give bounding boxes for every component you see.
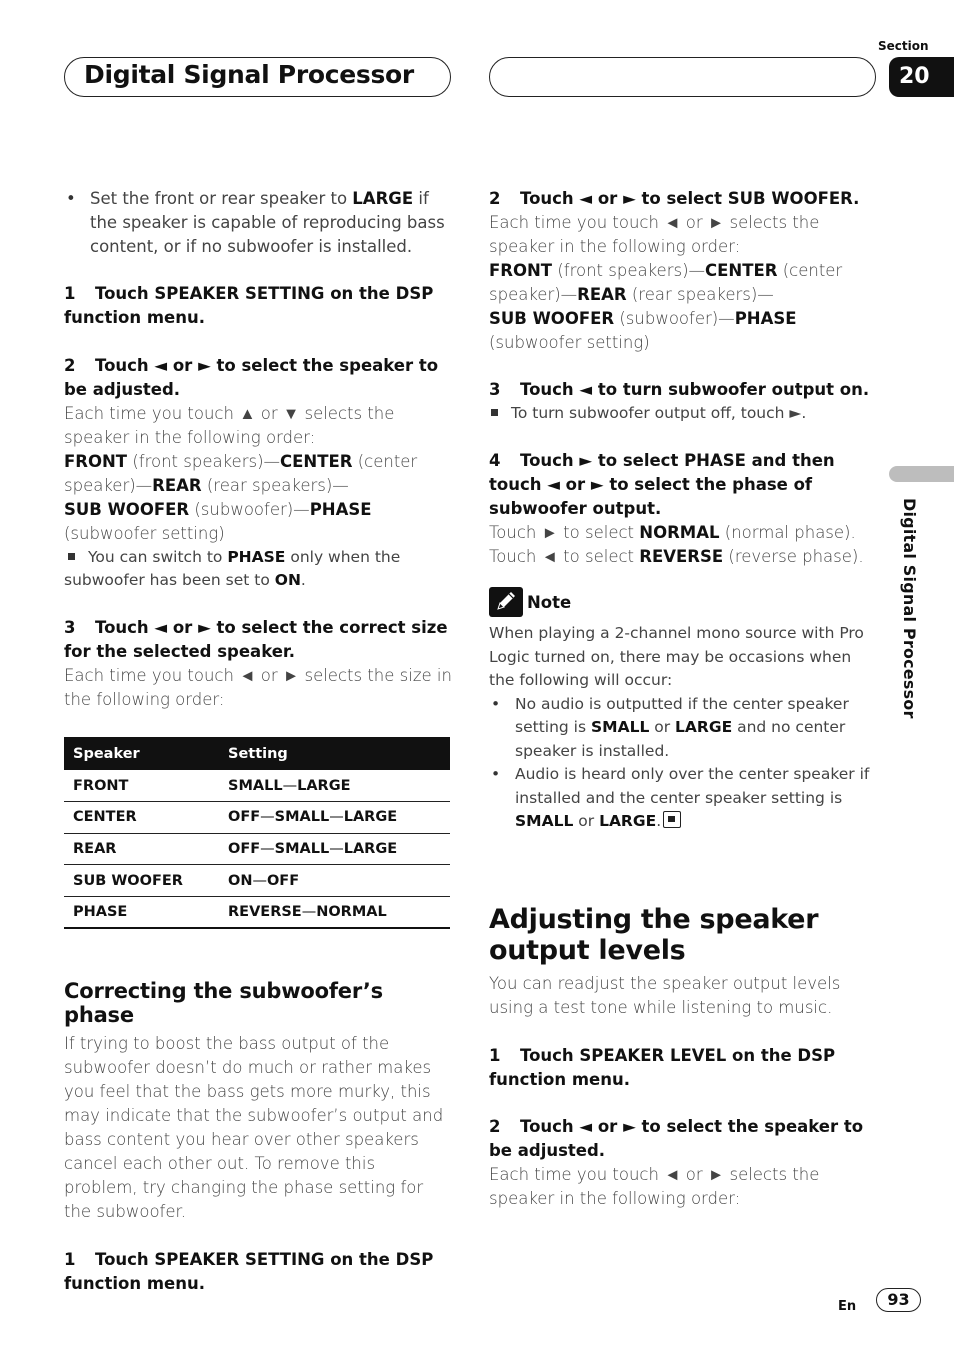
list-item: • Set the front or rear speaker to LARGE if the speaker is capable of reproducing bass content, or if no subwoofer is installed. [64, 187, 452, 259]
note-pencil-icon [489, 587, 523, 617]
left-column [64, 187, 452, 1296]
square-bullet-icon [68, 553, 75, 560]
table-row [64, 770, 450, 802]
table-cell-speaker: CENTER [64, 802, 219, 834]
table-cell-speaker: SUB WOOFER [64, 865, 219, 897]
table-cell-setting: OFF—SMALL—LARGE [219, 802, 450, 834]
note-label: Note [527, 592, 572, 612]
speaker-order-list: FRONT (front speakers)—CENTER (center speaker)—REAR (rear speakers)— SUB WOOFER (subwoofer)—PHASE (subwoofer setting) [64, 452, 418, 543]
table-cell-speaker: PHASE [64, 896, 219, 928]
step-body: Each time you touch ◄ or ► selects the speaker in the following order: [489, 1164, 820, 1208]
table-header-setting: Setting [219, 737, 450, 770]
section-label: Section [878, 39, 929, 53]
step-note: You can switch to PHASE only when the subwoofer has been set to ON. [64, 548, 401, 589]
table-header-speaker: Speaker [64, 737, 219, 770]
table-row [64, 896, 450, 928]
table-row [64, 833, 450, 865]
note-header [489, 587, 877, 617]
table-row [64, 865, 450, 897]
step-heading: 2 Touch ◄ or ► to select the speaker to be adjusted. [64, 356, 439, 399]
step-heading: 1 Touch SPEAKER SETTING on the DSP function menu. [64, 284, 434, 327]
step-body: Each time you touch ◄ or ► selects the size in the following order: [64, 666, 452, 709]
section-number: 20 [889, 57, 954, 97]
footer-language: En [838, 1299, 857, 1314]
step-body: Each time you touch ◄ or ► selects the speaker in the following order: [489, 213, 820, 256]
step-heading: 2 Touch ◄ or ► to select the speaker to be adjusted. [489, 1116, 864, 1160]
side-tab-label: Digital Signal Processor [900, 498, 919, 719]
levels-section-body: You can readjust the speaker output levels using a test tone while listening to music. [489, 973, 841, 1017]
table-cell-speaker: FRONT [64, 770, 219, 802]
step-heading: 1 Touch SPEAKER LEVEL on the DSP function menu. [489, 1045, 836, 1089]
step-body: Each time you touch ▲ or ▼ selects the speaker in the following order: [64, 404, 395, 447]
table-row [64, 802, 450, 834]
step-heading: 1 Touch SPEAKER SETTING on the DSP function menu. [64, 1249, 434, 1293]
speaker-size-table [64, 737, 450, 929]
step-heading: 3 Touch ◄ to turn subwoofer output on. [489, 380, 870, 399]
side-tab-marker [889, 466, 954, 482]
step-body: Touch ► to select NORMAL (normal phase). Touch ◄ to select REVERSE (reverse phase). [489, 523, 864, 566]
right-column [489, 187, 877, 1211]
step-heading: 2 Touch ◄ or ► to select SUB WOOFER. [489, 189, 860, 208]
page-number: 93 [876, 1288, 921, 1312]
table-cell-setting: ON—OFF [219, 865, 450, 897]
end-mark-icon [663, 811, 681, 828]
header-blank-frame [489, 57, 876, 97]
step-heading: 4 Touch ► to select PHASE and then touch ◄ or ► to select the phase of subwoofer output. [489, 451, 835, 518]
note-body: When playing a 2-channel mono source with Pro Logic turned on, there may be occasions when the following will occur: [489, 624, 864, 689]
table-cell-setting: OFF—SMALL—LARGE [219, 833, 450, 865]
phase-section-body: If trying to boost the bass output of the subwoofer doesn’t do much or rather makes you feel that the bass gets more murky, this may indicate that the subwoofer’s output and bass content you hear over other speakers cancel each other out. To remove this problem, try changing the phase setting for the subwoofer. [64, 1033, 444, 1221]
speaker-order-list: FRONT (front speakers)—CENTER (center speaker)—REAR (rear speakers)— SUB WOOFER (subwoofer)—PHASE (subwoofer setting) [489, 261, 843, 352]
table-cell-setting: REVERSE—NORMAL [219, 896, 450, 928]
list-item: • No audio is outputted if the center speaker setting is SMALL or LARGE and no center speaker is installed. [489, 693, 877, 764]
list-item: • Audio is heard only over the center speaker if installed and the center speaker setting is SMALL or LARGE. [489, 763, 877, 834]
phase-section-heading: Correcting the subwoofer’s phase [64, 978, 383, 1027]
levels-section-heading: Adjusting the speaker output levels [489, 903, 819, 966]
page-title: Digital Signal Processor [84, 60, 414, 89]
table-cell-setting: SMALL—LARGE [219, 770, 450, 802]
step-heading: 3 Touch ◄ or ► to select the correct size for the selected speaker. [64, 618, 448, 661]
square-bullet-icon [491, 409, 498, 416]
step-note: To turn subwoofer output off, touch ►. [489, 402, 877, 425]
table-cell-speaker: REAR [64, 833, 219, 865]
